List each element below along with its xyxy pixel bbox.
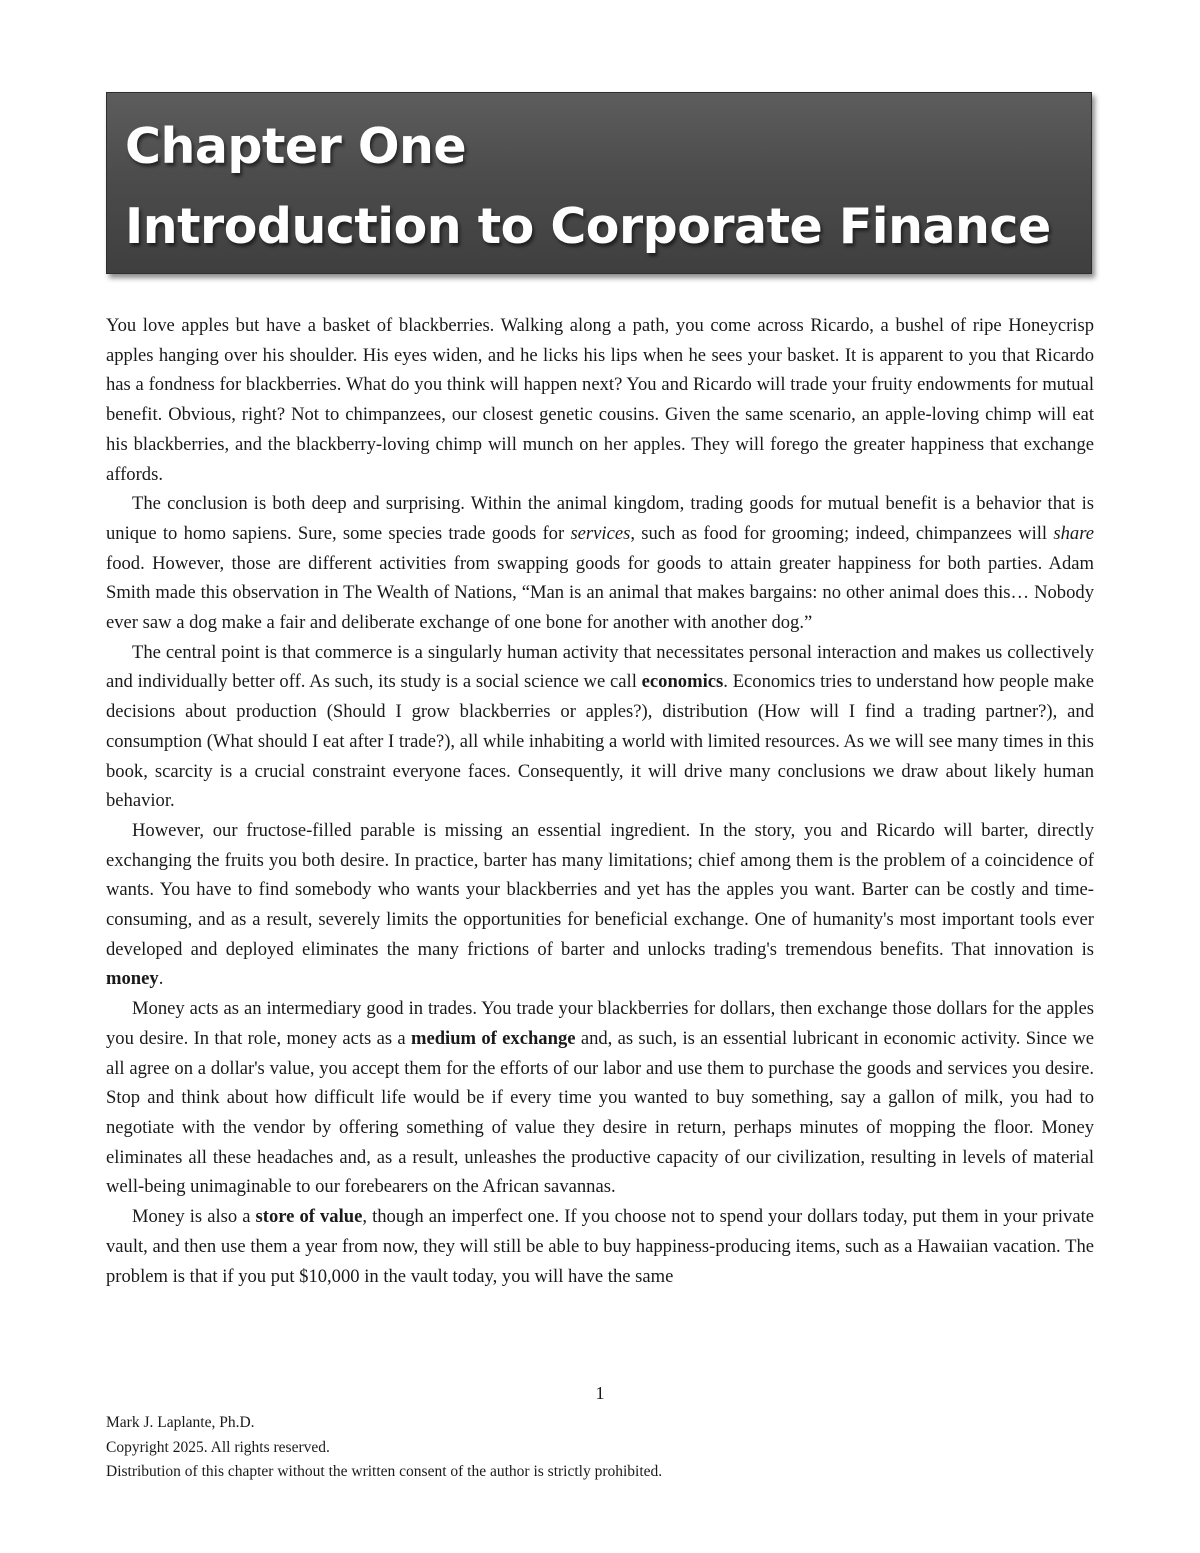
- chapter-title-heading: Introduction to Corporate Finance: [125, 198, 1051, 255]
- chapter-title-banner: [106, 92, 1092, 274]
- paragraph-text: , though an imperfect one. If you choose not to spend your dollars today, put them in your private vault, and then use them a year from now, they will still be able to buy happiness-producing items, such as a Hawaiian vacation. The problem is that if you put $10,000 in the vault today, you will have the same: [106, 1206, 1094, 1287]
- footer-distribution-notice: Distribution of this chapter without the written consent of the author is strictly prohibited.: [106, 1463, 663, 1480]
- paragraph-text: The central point is that commerce is a singularly human activity that necessitates personal interaction and makes us collectively and individually better off. As such, its study is a social science we call: [106, 641, 1094, 693]
- paragraph-text: food. However, those are different activities from swapping goods for goods to attain greater happiness for both parties. Adam Smith made this observation in The Wealth of Nations, “Man is an animal that makes bargains: no other animal does this… Nobody ever saw a dog make a fair and deliberate exchange of one bone for another with another dog.”: [106, 552, 1094, 634]
- paragraph-text: You love apples but have a basket of blackberries. Walking along a path, you come across Ricardo, a bushel of ripe Honeycrisp apples hanging over his shoulder. His eyes widen, and he licks his lips when he sees your basket. It is apparent to you that Ricardo has a fondness for blackberries. What do you think will happen next? You and Ricardo will trade your fruity endowments for mutual benefit. Obvious, right? Not to chimpanzees, our closest genetic cousins. Given the same scenario, an apple-loving chimp will eat his blackberries, and the blackberry-loving chimp will munch on her apples. They will forego the greater happiness that exchange affords.: [106, 315, 1094, 485]
- body-paragraph: [106, 311, 1094, 489]
- footer-copyright: Copyright 2025. All rights reserved.: [106, 1438, 330, 1456]
- page-number: 1: [595, 1383, 605, 1403]
- body-paragraph: [106, 816, 1094, 994]
- paragraph-text: and, as such, is an essential lubricant in economic activity. Since we all agree on a dollar's value, you accept them for the efforts of our labor and use them to purchase the goods and services you desire. Stop and think about how difficult life would be if every time you wanted to buy something, say a gallon of milk, you had to negotiate with the vendor by offering something of value they desire in return, perhaps minutes of mopping the floor. Money eliminates all these headaches and, as a result, unleashes the productive capacity of our civilization, resulting in levels of material well-being unimaginable to our forebearers on the African savannas.: [106, 1027, 1094, 1198]
- body-paragraph: [106, 994, 1094, 1202]
- page-footer: [106, 1411, 662, 1485]
- bold-term: medium of exchange: [410, 1027, 576, 1049]
- paragraph-text: , such as food for grooming; indeed, chimpanzees will: [630, 522, 1054, 544]
- paragraph-text: However, our fructose-filled parable is missing an essential ingredient. In the story, you and Ricardo will barter, directly exchanging the fruits you both desire. In practice, barter has many limitations; chief among them is the problem of a coincidence of wants. You have to find somebody who wants your blackberries and yet has the apples you want. Barter can be costly and time-consuming, and as a result, severely limits the opportunities for beneficial exchange. One of humanity's most important tools ever developed and deployed eliminates the many frictions of barter and unlocks trading's tremendous benefits. That innovation is: [106, 819, 1094, 960]
- body-paragraph: [106, 1202, 1094, 1291]
- italic-emphasis: services: [570, 522, 631, 544]
- footer-author: Mark J. Laplante, Ph.D.: [106, 1414, 255, 1431]
- paragraph-text: The conclusion is both deep and surprising. Within the animal kingdom, trading goods for mutual benefit is a behavior that is unique to homo sapiens. Sure, some species trade goods for: [106, 493, 1094, 544]
- paragraph-text: Money acts as an intermediary good in trades. You trade your blackberries for dollars, then exchange those dollars for the apples you desire. In that role, money acts as a: [106, 998, 1094, 1049]
- paragraph-text: . Economics tries to understand how people make decisions about production (Should I grow blackberries or apples?), distribution (How will I find a trading partner?), and consumption (What should I eat after I trade?), all while inhabiting a world with limited resources. As we will see many times in this book, scarcity is a crucial constraint everyone faces. Consequently, it will drive many conclusions we draw about likely human behavior.: [106, 671, 1094, 812]
- italic-emphasis: share: [1053, 522, 1094, 544]
- chapter-body-text: [106, 311, 1094, 1291]
- paragraph-text: .: [158, 968, 164, 990]
- bold-term: economics: [641, 671, 724, 693]
- bold-term: store of value: [255, 1206, 363, 1228]
- bold-term: money: [106, 968, 159, 990]
- body-paragraph: [106, 489, 1094, 638]
- body-paragraph: [106, 638, 1094, 816]
- chapter-number-heading: Chapter One: [125, 118, 467, 175]
- paragraph-text: Money is also a: [132, 1206, 256, 1228]
